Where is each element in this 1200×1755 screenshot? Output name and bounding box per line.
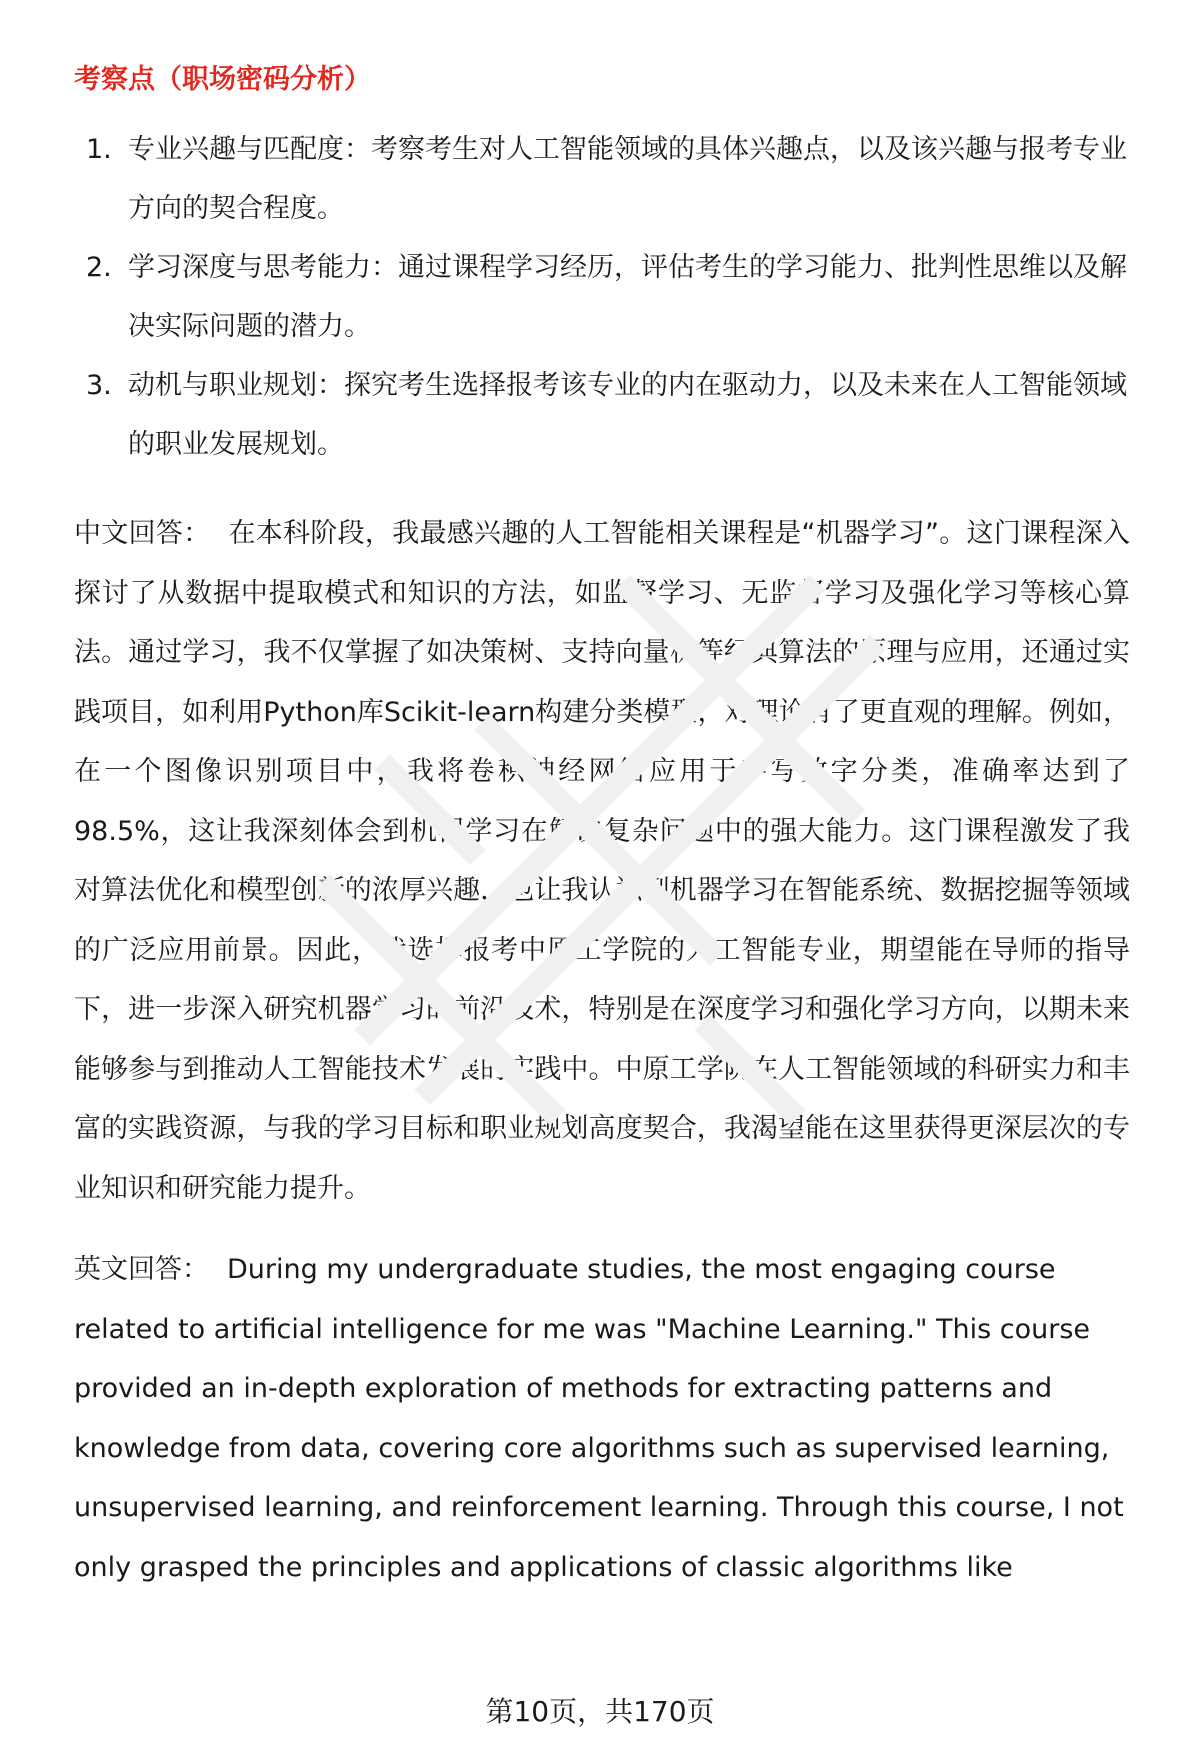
key-point-number: 2.	[86, 252, 112, 283]
key-point-item	[74, 120, 1130, 238]
english-answer-label: 英文回答：	[74, 1254, 209, 1285]
english-answer-text: During my undergraduate studies, the most engaging course related to artificial intelligence for me was "Machine Learning." This course provided an in-depth exploration of methods for extracting patterns and knowledge from data, covering core algorithms such as supervised learning, unsupervised learning, and reinforcement learning. Through this course, I not only grasped the principles and applications of classic algorithms like	[74, 1254, 1124, 1583]
key-point-text: 动机与职业规划：探究考生选择报考该专业的内在驱动力，以及未来在人工智能领域的职业发展规划。	[128, 370, 1127, 460]
chinese-answer-label: 中文回答：	[74, 518, 211, 549]
key-point-item	[74, 238, 1130, 356]
key-point-text: 学习深度与思考能力：通过课程学习经历，评估考生的学习能力、批判性思维以及解决实际问题的潜力。	[128, 252, 1127, 342]
section-title: 考察点（职场密码分析）	[74, 64, 371, 95]
english-answer	[74, 1240, 1130, 1597]
key-point-text: 专业兴趣与匹配度：考察考生对人工智能领域的具体兴趣点，以及该兴趣与报考专业方向的契合程度。	[128, 134, 1127, 224]
chinese-answer-text: 在本科阶段，我最感兴趣的人工智能相关课程是“机器学习”。这门课程深入探讨了从数据中提取模式和知识的方法，如监督学习、无监督学习及强化学习等核心算法。通过学习，我不仅掌握了如决策树、支持向量机等经典算法的原理与应用，还通过实践项目，如利用Python库Scikit-learn构建分类模型，对理论有了更直观的理解。例如，在一个图像识别项目中，我将卷积神经网络应用于手写数字分类，准确率达到了98.5%，这让我深刻体会到机器学习在解决复杂问题中的强大能力。这门课程激发了我对算法优化和模型创新的浓厚兴趣，也让我认识到机器学习在智能系统、数据挖掘等领域的广泛应用前景。因此，我选择报考中原工学院的人工智能专业，期望能在导师的指导下，进一步深入研究机器学习的前沿技术，特别是在深度学习和强化学习方向，以期未来能够参与到推动人工智能技术发展的实践中。中原工学院在人工智能领域的科研实力和丰富的实践资源，与我的学习目标和职业规划高度契合，我渴望能在这里获得更深层次的专业知识和研究能力提升。	[74, 518, 1130, 1204]
chinese-answer	[74, 504, 1130, 1218]
key-point-number: 1.	[86, 134, 112, 165]
key-point-item	[74, 356, 1130, 474]
key-points-list	[74, 120, 1130, 474]
key-point-number: 3.	[86, 370, 112, 401]
page-number-footer: 第10页，共170页	[485, 1695, 715, 1728]
